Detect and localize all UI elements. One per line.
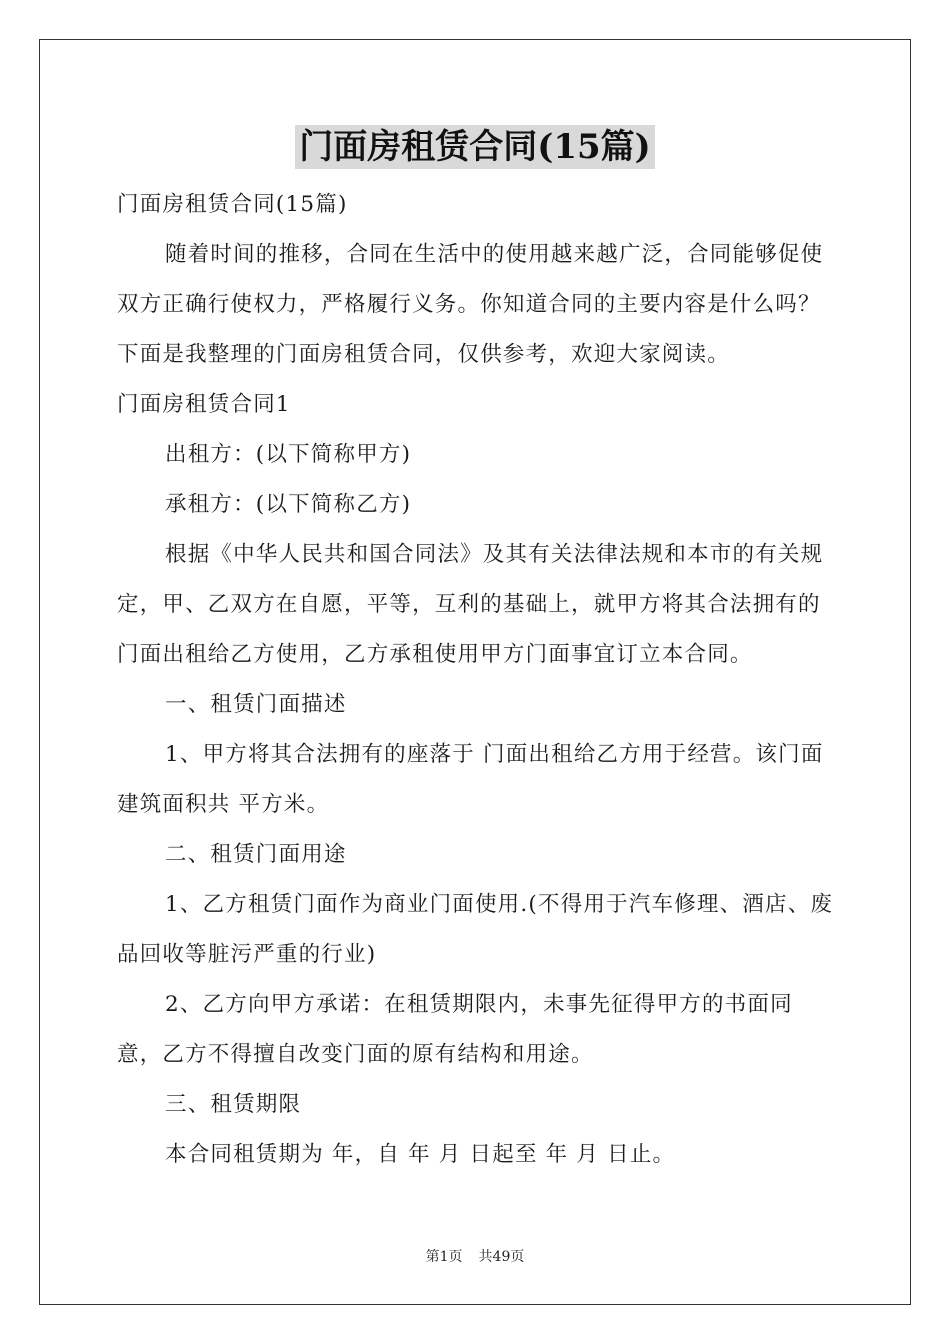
clause-usage-1: 1、乙方租赁门面作为商业门面使用.(不得用于汽车修理、酒店、废品回收等脏污严重的行业) bbox=[117, 892, 834, 967]
title-container bbox=[0, 125, 950, 169]
document-title: 门面房租赁合同(15篇) bbox=[295, 125, 655, 169]
lessee-line: 承租方：(以下简称乙方) bbox=[165, 492, 412, 517]
subtitle-line: 门面房租赁合同(15篇) bbox=[117, 192, 348, 217]
clause-location: 1、甲方将其合法拥有的座落于 门面出租给乙方用于经营。该门面建筑面积共 平方米。 bbox=[117, 742, 824, 817]
legal-basis-paragraph: 根据《中华人民共和国合同法》及其有关法律法规和本市的有关规定，甲、乙双方在自愿，平等，互利的基础上，就甲方将其合法拥有的门面出租给乙方使用，乙方承租使用甲方门面事宜订立本合同。 bbox=[117, 542, 824, 667]
page-footer bbox=[0, 1246, 950, 1266]
page-total: 共49页 bbox=[478, 1249, 525, 1265]
clause-term: 本合同租赁期为 年，自 年 月 日起至 年 月 日止。 bbox=[165, 1142, 676, 1167]
page-number: 第1页 bbox=[425, 1249, 463, 1265]
lessor-line: 出租方：(以下简称甲方) bbox=[165, 442, 412, 467]
section-heading-term: 三、租赁期限 bbox=[165, 1092, 302, 1117]
section-heading-usage: 二、租赁门面用途 bbox=[165, 842, 347, 867]
document-body bbox=[117, 180, 837, 1180]
clause-usage-2: 2、乙方向甲方承诺：在租赁期限内，未事先征得甲方的书面同意，乙方不得擅自改变门面的原有结构和用途。 bbox=[117, 992, 793, 1067]
section-heading-description: 一、租赁门面描述 bbox=[165, 692, 347, 717]
intro-paragraph: 随着时间的推移，合同在生活中的使用越来越广泛，合同能够促使双方正确行使权力，严格履行义务。你知道合同的主要内容是什么吗？下面是我整理的门面房租赁合同，仅供参考，欢迎大家阅读。 bbox=[117, 242, 824, 367]
contract-heading: 门面房租赁合同1 bbox=[117, 392, 291, 417]
